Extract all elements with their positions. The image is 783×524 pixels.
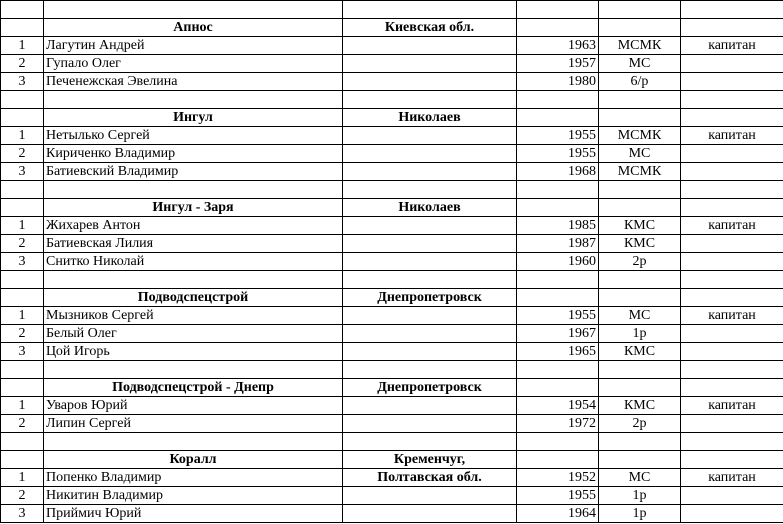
member-rank: КМС xyxy=(599,397,681,415)
member-row xyxy=(1,163,783,181)
member-rank: 1р xyxy=(599,487,681,505)
member-number: 3 xyxy=(1,505,44,523)
cell xyxy=(681,289,783,307)
member-row xyxy=(1,55,783,73)
cell xyxy=(44,271,343,289)
blank-row xyxy=(1,433,783,451)
member-role xyxy=(681,325,783,343)
cell xyxy=(44,433,343,451)
cell xyxy=(343,181,517,199)
member-rank: МСМК xyxy=(599,37,681,55)
member-row xyxy=(1,343,783,361)
member-row xyxy=(1,145,783,163)
team-city: Кременчуг, xyxy=(343,451,517,469)
member-number: 1 xyxy=(1,397,44,415)
member-number: 3 xyxy=(1,343,44,361)
member-role: капитан xyxy=(681,307,783,325)
team-name: Апнос xyxy=(44,19,343,37)
member-birth-year: 1960 xyxy=(517,253,599,271)
member-rank: МСМК xyxy=(599,127,681,145)
member-rank: 2р xyxy=(599,253,681,271)
member-number: 1 xyxy=(1,469,44,487)
member-role xyxy=(681,73,783,91)
cell xyxy=(599,379,681,397)
cell xyxy=(517,451,599,469)
cell xyxy=(1,361,44,379)
member-role xyxy=(681,163,783,181)
member-birth-year: 1955 xyxy=(517,487,599,505)
cell xyxy=(343,487,517,505)
cell xyxy=(517,361,599,379)
cell xyxy=(681,433,783,451)
member-role xyxy=(681,343,783,361)
member-name: Липин Сергей xyxy=(44,415,343,433)
blank-row xyxy=(1,91,783,109)
cell xyxy=(599,361,681,379)
cell xyxy=(343,325,517,343)
member-name: Жихарев Антон xyxy=(44,217,343,235)
cell xyxy=(517,91,599,109)
member-name: Никитин Владимир xyxy=(44,487,343,505)
cell xyxy=(343,397,517,415)
member-row xyxy=(1,217,783,235)
cell xyxy=(1,451,44,469)
cell xyxy=(1,109,44,127)
blank-row xyxy=(1,1,783,19)
cell xyxy=(517,289,599,307)
cell xyxy=(1,181,44,199)
member-row xyxy=(1,415,783,433)
member-row xyxy=(1,127,783,145)
member-rank: КМС xyxy=(599,343,681,361)
member-number: 3 xyxy=(1,73,44,91)
member-birth-year: 1955 xyxy=(517,145,599,163)
cell xyxy=(343,55,517,73)
member-birth-year: 1985 xyxy=(517,217,599,235)
member-row xyxy=(1,253,783,271)
member-row xyxy=(1,307,783,325)
member-rank: МС xyxy=(599,55,681,73)
table-body xyxy=(1,1,783,523)
cell xyxy=(1,289,44,307)
cell xyxy=(681,91,783,109)
member-role: капитан xyxy=(681,397,783,415)
cell xyxy=(343,271,517,289)
member-birth-year: 1954 xyxy=(517,397,599,415)
member-number: 2 xyxy=(1,55,44,73)
member-name: Батиевский Владимир xyxy=(44,163,343,181)
cell xyxy=(343,217,517,235)
cell xyxy=(343,73,517,91)
cell xyxy=(517,181,599,199)
member-birth-year: 1964 xyxy=(517,505,599,523)
member-row xyxy=(1,469,783,487)
member-rank: 6/р xyxy=(599,73,681,91)
cell xyxy=(343,415,517,433)
cell xyxy=(517,19,599,37)
member-row xyxy=(1,397,783,415)
cell xyxy=(343,127,517,145)
team-city-line2: Полтавская обл. xyxy=(343,469,517,487)
member-rank: МС xyxy=(599,469,681,487)
cell xyxy=(681,199,783,217)
member-row xyxy=(1,487,783,505)
cell xyxy=(599,451,681,469)
member-name: Батиевская Лилия xyxy=(44,235,343,253)
member-number: 3 xyxy=(1,253,44,271)
cell xyxy=(599,271,681,289)
team-header-row xyxy=(1,379,783,397)
member-role xyxy=(681,415,783,433)
member-rank: 1р xyxy=(599,505,681,523)
member-name: Белый Олег xyxy=(44,325,343,343)
member-name: Лагутин Андрей xyxy=(44,37,343,55)
team-header-row xyxy=(1,289,783,307)
member-name: Печенежская Эвелина xyxy=(44,73,343,91)
cell xyxy=(517,199,599,217)
blank-row xyxy=(1,181,783,199)
team-city: Николаев xyxy=(343,109,517,127)
team-city: Николаев xyxy=(343,199,517,217)
cell xyxy=(681,379,783,397)
cell xyxy=(599,91,681,109)
cell xyxy=(1,19,44,37)
member-number: 2 xyxy=(1,235,44,253)
member-rank: МС xyxy=(599,307,681,325)
team-name: Подводспецстрой xyxy=(44,289,343,307)
cell xyxy=(599,433,681,451)
team-city: Днепропетровск xyxy=(343,379,517,397)
member-number: 1 xyxy=(1,217,44,235)
member-row xyxy=(1,73,783,91)
member-role: капитан xyxy=(681,217,783,235)
cell xyxy=(599,19,681,37)
cell xyxy=(599,289,681,307)
cell xyxy=(44,181,343,199)
team-name: Ингул - Заря xyxy=(44,199,343,217)
member-birth-year: 1955 xyxy=(517,127,599,145)
member-birth-year: 1980 xyxy=(517,73,599,91)
cell xyxy=(517,109,599,127)
team-city: Киевская обл. xyxy=(343,19,517,37)
cell xyxy=(681,1,783,19)
team-header-row xyxy=(1,19,783,37)
cell xyxy=(681,109,783,127)
member-number: 1 xyxy=(1,37,44,55)
cell xyxy=(681,271,783,289)
cell xyxy=(343,343,517,361)
cell xyxy=(681,19,783,37)
member-rank: МСМК xyxy=(599,163,681,181)
member-number: 2 xyxy=(1,145,44,163)
member-role xyxy=(681,253,783,271)
cell xyxy=(343,163,517,181)
member-name: Снитко Николай xyxy=(44,253,343,271)
member-row xyxy=(1,325,783,343)
member-birth-year: 1967 xyxy=(517,325,599,343)
cell xyxy=(517,1,599,19)
member-name: Приймич Юрий xyxy=(44,505,343,523)
cell xyxy=(517,433,599,451)
cell xyxy=(44,361,343,379)
blank-row xyxy=(1,361,783,379)
cell xyxy=(599,1,681,19)
cell xyxy=(599,109,681,127)
cell xyxy=(343,91,517,109)
team-header-row xyxy=(1,199,783,217)
cell xyxy=(517,271,599,289)
cell xyxy=(681,361,783,379)
member-name: Гупало Олег xyxy=(44,55,343,73)
member-number: 3 xyxy=(1,163,44,181)
member-name: Уваров Юрий xyxy=(44,397,343,415)
member-role xyxy=(681,505,783,523)
team-city: Днепропетровск xyxy=(343,289,517,307)
member-role: капитан xyxy=(681,37,783,55)
member-role xyxy=(681,55,783,73)
cell xyxy=(599,181,681,199)
member-name: Цой Игорь xyxy=(44,343,343,361)
member-role: капитан xyxy=(681,127,783,145)
member-birth-year: 1965 xyxy=(517,343,599,361)
member-birth-year: 1968 xyxy=(517,163,599,181)
cell xyxy=(1,91,44,109)
member-rank: МС xyxy=(599,145,681,163)
member-role xyxy=(681,487,783,505)
cell xyxy=(681,451,783,469)
team-name: Коралл xyxy=(44,451,343,469)
blank-row xyxy=(1,271,783,289)
cell xyxy=(343,433,517,451)
member-rank: 1р xyxy=(599,325,681,343)
cell xyxy=(343,235,517,253)
member-number: 2 xyxy=(1,487,44,505)
member-rank: КМС xyxy=(599,235,681,253)
member-rank: 2р xyxy=(599,415,681,433)
member-number: 2 xyxy=(1,325,44,343)
member-row xyxy=(1,37,783,55)
cell xyxy=(44,1,343,19)
cell xyxy=(599,199,681,217)
member-role xyxy=(681,145,783,163)
member-number: 2 xyxy=(1,415,44,433)
cell xyxy=(1,199,44,217)
cell xyxy=(343,307,517,325)
member-birth-year: 1963 xyxy=(517,37,599,55)
cell xyxy=(1,433,44,451)
member-number: 1 xyxy=(1,127,44,145)
member-row xyxy=(1,505,783,523)
cell xyxy=(343,37,517,55)
cell xyxy=(343,145,517,163)
team-header-row xyxy=(1,109,783,127)
cell xyxy=(681,181,783,199)
cell xyxy=(44,91,343,109)
member-name: Кириченко Владимир xyxy=(44,145,343,163)
member-birth-year: 1957 xyxy=(517,55,599,73)
member-rank: КМС xyxy=(599,217,681,235)
cell xyxy=(343,361,517,379)
member-name: Попенко Владимир xyxy=(44,469,343,487)
member-birth-year: 1952 xyxy=(517,469,599,487)
cell xyxy=(343,505,517,523)
cell xyxy=(343,1,517,19)
member-number: 1 xyxy=(1,307,44,325)
member-role: капитан xyxy=(681,469,783,487)
member-name: Нетылько Сергей xyxy=(44,127,343,145)
member-birth-year: 1987 xyxy=(517,235,599,253)
cell xyxy=(343,253,517,271)
team-header-row xyxy=(1,451,783,469)
team-name: Подводспецстрой - Днепр xyxy=(44,379,343,397)
member-role xyxy=(681,235,783,253)
team-name: Ингул xyxy=(44,109,343,127)
cell xyxy=(1,1,44,19)
cell xyxy=(517,379,599,397)
member-name: Мызников Сергей xyxy=(44,307,343,325)
member-row xyxy=(1,235,783,253)
cell xyxy=(1,271,44,289)
member-birth-year: 1955 xyxy=(517,307,599,325)
member-birth-year: 1972 xyxy=(517,415,599,433)
cell xyxy=(1,379,44,397)
